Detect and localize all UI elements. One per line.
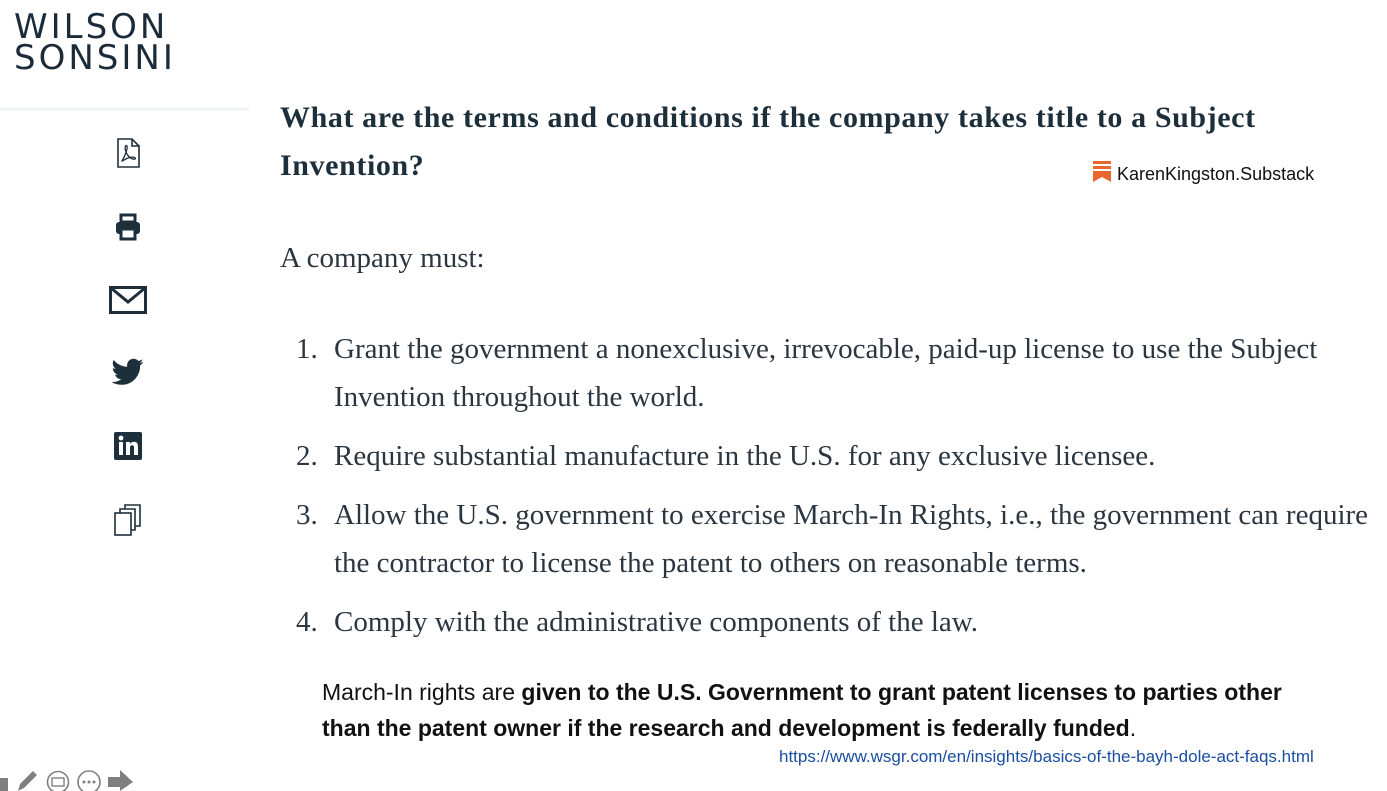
requirements-list: [280, 325, 1370, 657]
substack-icon: [1093, 161, 1111, 187]
wilson-sonsini-logo[interactable]: [14, 7, 176, 78]
logo-line-1: WILSON: [14, 7, 169, 47]
list-item-number: 2.: [296, 440, 318, 472]
list-item-text: Grant the government a nonexclusive, irrevocable, paid-up license to use the Subject Invention throughout the world.: [334, 333, 1318, 413]
more-icon[interactable]: [76, 768, 102, 791]
previous-icon[interactable]: [0, 768, 10, 791]
source-link[interactable]: https://www.wsgr.com/en/insights/basics-of-the-bayh-dole-act-faqs.html: [779, 747, 1314, 766]
march-in-note: [322, 674, 1302, 746]
list-item: [280, 432, 1370, 480]
linkedin-icon[interactable]: [104, 426, 152, 466]
list-item-text: Comply with the administrative components of the law.: [334, 606, 979, 638]
article-intro: A company must:: [280, 242, 485, 274]
list-item-number: 4.: [296, 606, 318, 638]
pdf-icon[interactable]: [104, 133, 152, 173]
print-icon[interactable]: [104, 207, 152, 247]
logo-line-2: SONSINI: [14, 38, 176, 78]
list-item-text: Require substantial manufacture in the U.S. for any exclusive licensee.: [334, 440, 1156, 472]
note-text-start: March-In rights are: [322, 679, 522, 705]
list-item-number: 1.: [296, 333, 318, 365]
sidebar-divider: [0, 108, 249, 111]
list-item: [280, 598, 1370, 646]
email-icon[interactable]: [104, 280, 152, 320]
note-text-bold: given to the U.S. Government to grant patent licenses to parties other than the patent owner if the research and development is federally funded: [322, 679, 1282, 741]
pen-icon[interactable]: [16, 768, 40, 791]
list-item: [280, 491, 1370, 587]
subtitles-icon[interactable]: [46, 768, 70, 791]
copy-icon[interactable]: [104, 500, 152, 540]
substack-watermark: [1093, 161, 1314, 187]
note-text-end: .: [1129, 715, 1137, 741]
list-item: [280, 325, 1370, 421]
list-item-number: 3.: [296, 499, 318, 531]
substack-watermark-text: KarenKingston.Substack: [1117, 163, 1315, 184]
slideshow-controls: [0, 768, 134, 791]
article-heading: What are the terms and conditions if the company takes title to a Subject Invention?: [280, 101, 1256, 182]
twitter-icon[interactable]: [104, 352, 152, 392]
next-icon[interactable]: [108, 768, 134, 791]
list-item-text: Allow the U.S. government to exercise March-In Rights, i.e., the government can require the contractor to license the patent to others on reasonable terms.: [334, 499, 1369, 579]
